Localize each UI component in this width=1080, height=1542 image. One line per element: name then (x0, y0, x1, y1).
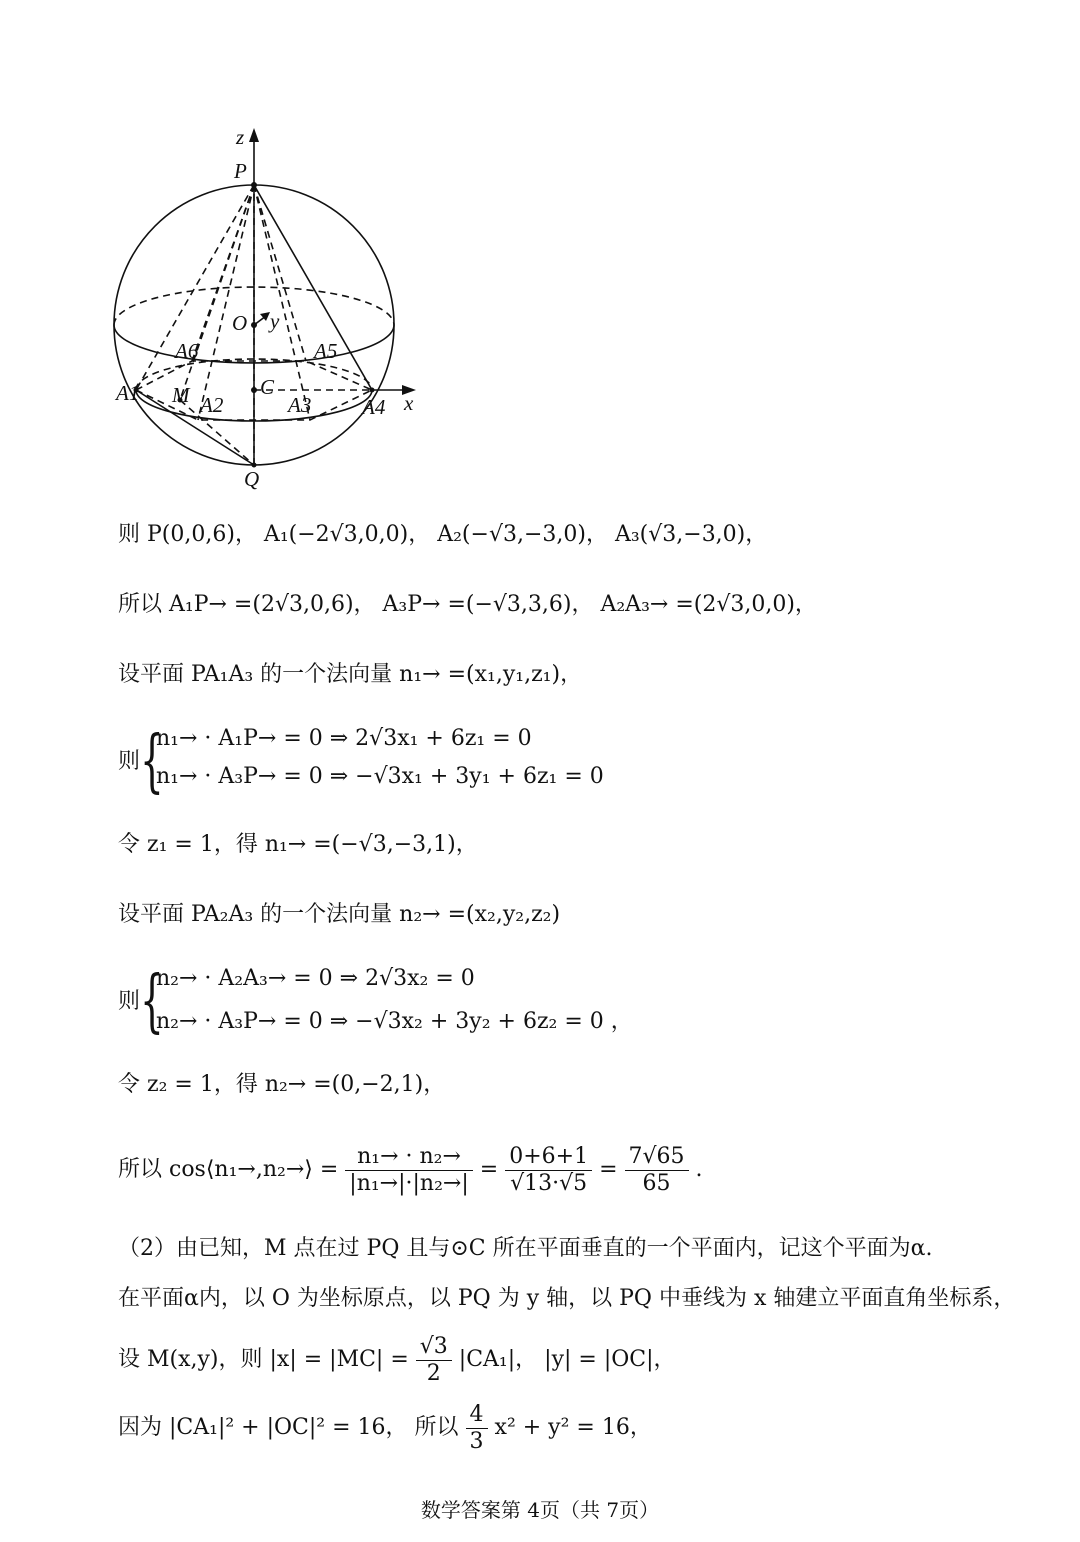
system-n1-row2: n₁→ · A₃P→ = 0 ⇒ −√3x₁ + 3y₁ + 6z₁ = 0 (156, 764, 604, 789)
label-m: M (172, 383, 190, 407)
label-z: z (236, 125, 245, 149)
cosine-fraction-1: $\frac{\text{n₁→ · n₂→}}{\text{|n₁→|·|n₂→|}}$ (345, 1144, 473, 1197)
system-n1-label: 则 (118, 749, 141, 774)
label-a1: A1 (116, 381, 140, 405)
label-a5: A5 (314, 339, 338, 363)
line-part2-intro: （2）由已知，M 点在过 PQ 且与⊙C 所在平面垂直的一个平面内，记这个平面为α. (118, 1236, 933, 1261)
label-a3: A3 (288, 393, 312, 417)
line-normal-n1-def: 设平面 PA₁A₃ 的一个法向量 n₁→ =(x₁,y₁,z₁)， (118, 662, 583, 687)
sphere-geometry-figure (100, 120, 440, 500)
page-footer: 数学答案第 4页（共 7页） (420, 1498, 660, 1522)
line-part2-m-def: 设 M(x,y)，则 |x| = |MC| = $\frac{√3}{2}$ |CA₁|， |y| = |OC|， (118, 1333, 676, 1386)
label-a4: A4 (362, 395, 386, 419)
system-n2-row1: n₂→ · A₂A₃→ = 0 ⇒ 2√3x₂ = 0 (156, 966, 475, 991)
label-a6: A6 (175, 339, 199, 363)
line-part2-coord-system: 在平面α内，以 O 为坐标原点，以 PQ 为 y 轴，以 PQ 中垂线为 x 轴建立平面直角坐标系， (118, 1286, 1016, 1311)
cosine-fraction-2: $\frac{0+6+1}{√13\cdot√5}$ (505, 1144, 592, 1197)
line-cosine: 所以 cos⟨n₁→,n₂→⟩ = $\frac{\text{n₁→ · n₂→}}{\text{|n₁→|·|n₂→|}}$ = $\frac{0+6+1}{√13\cdot√5}$ = $\frac{7√65}{65}$ . (118, 1143, 703, 1196)
line-part2-equation: 因为 |CA₁|² + |OC|² = 16， 所以 $\frac{4}{3}$ x² + y² = 16， (118, 1401, 652, 1454)
line-n2-result: 令 z₂ = 1，得 n₂→ =(0,−2,1)， (118, 1072, 446, 1097)
label-c: C (260, 375, 275, 399)
sqrt3-over-2-fraction: $\frac{√3}{2}$ (416, 1334, 452, 1387)
line-n1-result: 令 z₁ = 1，得 n₁→ =(−√3,−3,1)， (118, 832, 478, 857)
four-thirds-fraction: $\frac{4}{3}$ (466, 1402, 488, 1455)
cosine-prefix: 所以 cos⟨n₁→,n₂→⟩ = (118, 1157, 339, 1182)
line-vector-values: 所以 A₁P→ =(2√3,0,6)， A₃P→ =(−√3,3,6)， A₂A₃→ =(2√3,0,0)， (118, 592, 817, 617)
label-a2: A2 (200, 393, 224, 417)
system-n1-row1: n₁→ · A₁P→ = 0 ⇒ 2√3x₁ + 6z₁ = 0 (156, 726, 532, 751)
label-o: O (232, 311, 248, 335)
brace-icon: { (140, 962, 164, 1041)
z-arrow-icon (249, 128, 259, 142)
line-point-coordinates: 则 P(0,0,6)， A₁(−2√3,0,0)， A₂(−√3,−3,0)， A₃(√3,−3,0)， (118, 522, 768, 547)
label-q: Q (244, 467, 260, 491)
line-normal-n2-def: 设平面 PA₂A₃ 的一个法向量 n₂→ =(x₂,y₂,z₂) (118, 902, 561, 927)
brace-icon: { (140, 722, 164, 801)
system-n2-row2: n₂→ · A₃P→ = 0 ⇒ −√3x₂ + 3y₂ + 6z₂ = 0 ， (156, 1009, 633, 1034)
label-p: P (234, 159, 247, 183)
cosine-fraction-3: $\frac{7√65}{65}$ (625, 1144, 689, 1197)
system-n2-label: 则 (118, 989, 141, 1014)
label-y: y (270, 309, 280, 333)
label-x: x (404, 391, 414, 415)
